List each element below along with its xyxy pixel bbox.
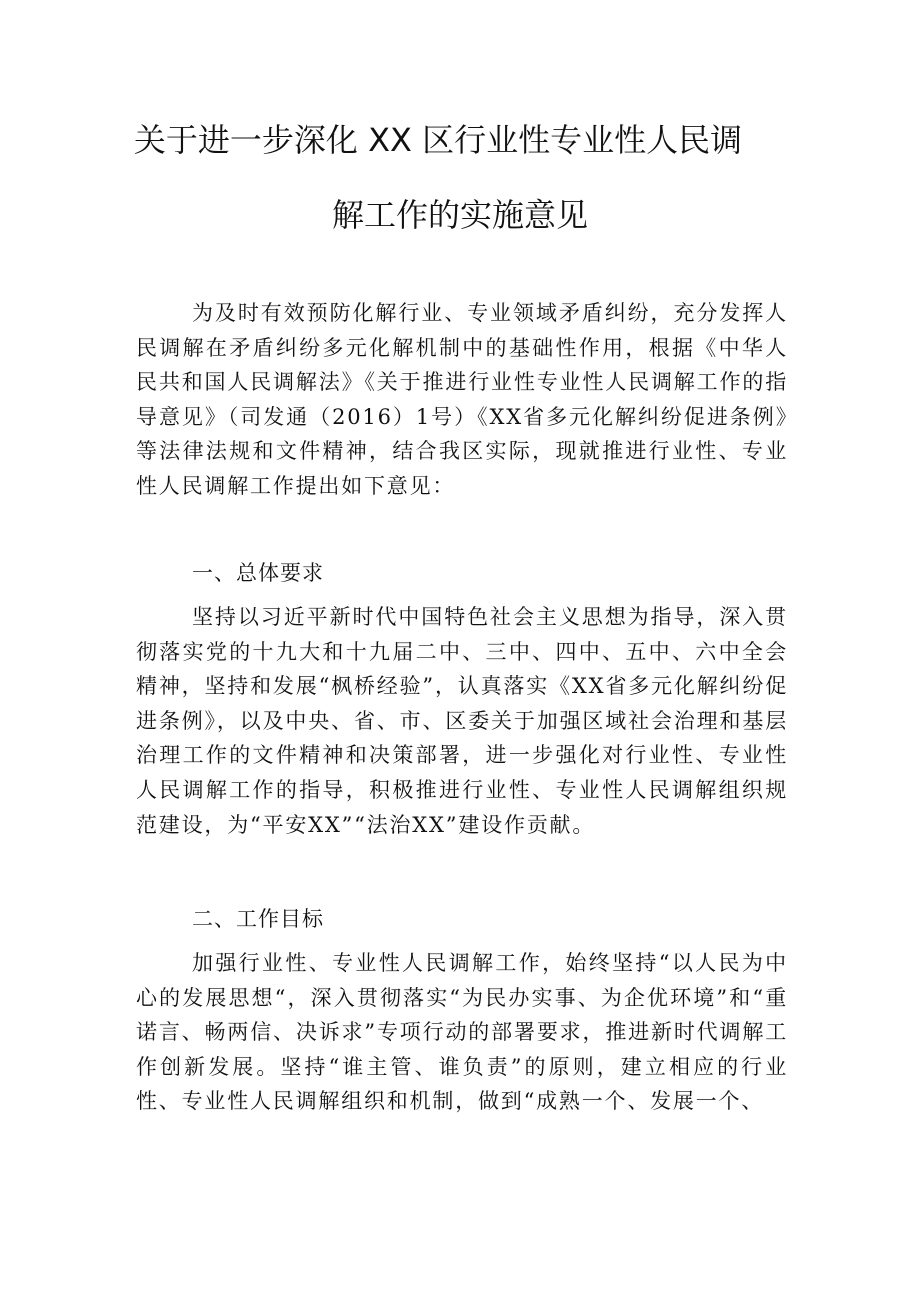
- section-paragraph-general-requirements: 坚持以习近平新时代中国特色社会主义思想为指导，深入贯彻落实党的十九大和十九届二中、三中、四中、五中、六中全会精神，坚持和发展“枫桥经验”，认真落实《XX省多元化解纠纷促进条例》，以及中央、省、市、区委关于加强区域社会治理和基层治理工作的文件精神和决策部署，进一步强化对行业性、专业性人民调解工作的指导，积极推进行业性、专业性人民调解组织规范建设，为“平安XX”“法治XX”建设作贡献。: [136, 605, 788, 837]
- section-paragraph-work-goals: 加强行业性、专业性人民调解工作，始终坚持“以人民为中心的发展思想“，深入贯彻落实“为民办实事、为企优环境”和“重诺言、畅两信、决诉求”专项行动的部署要求，推进新时代调解工作创新发展。坚持“谁主管、谁负责”的原则，建立相应的行业性、专业性人民调解组织和机制，做到“成熟一个、发展一个、: [136, 951, 788, 1114]
- section-heading-general-requirements: 一、总体要求: [192, 561, 324, 585]
- document-title-line-2: 解工作的实施意见: [331, 196, 588, 234]
- intro-paragraph: 为及时有效预防化解行业、专业领域矛盾纠纷，充分发挥人民调解在矛盾纠纷多元化解机制中的基础性作用，根据《中华人民共和国人民调解法》《关于推进行业性专业性人民调解工作的指导意见》（司发通（2016）1号）《XX省多元化解纠纷促进条例》等法律法规和文件精神，结合我区实际，现就推进行业性、专业性人民调解工作提出如下意见：: [136, 301, 788, 498]
- document-title-line-1: 关于进一步深化 XX 区行业性专业性人民调: [133, 121, 743, 159]
- section-heading-work-goals: 二、工作目标: [192, 907, 324, 931]
